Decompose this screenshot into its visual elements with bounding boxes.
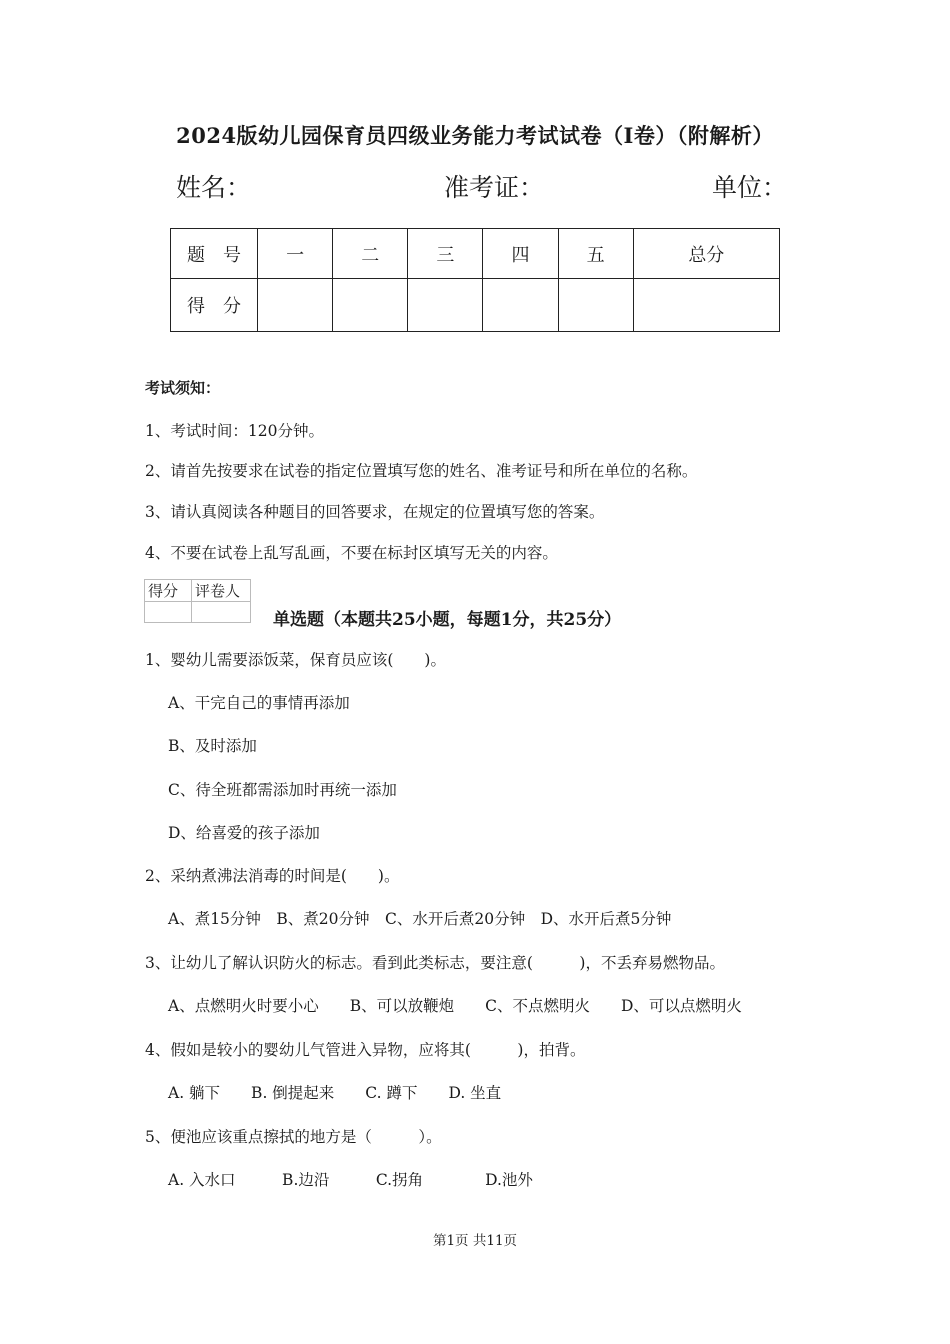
score-cell[interactable] <box>558 279 633 332</box>
question-text: 1、婴幼儿需要添饭菜，保育员应该( )。 <box>145 651 446 669</box>
score-table-header-cell: 总分 <box>633 229 779 279</box>
question-option: A. 躺下 B. 倒提起来 C. 蹲下 D. 坐直 <box>168 1084 502 1102</box>
question-text: 4、假如是较小的婴幼儿气管进入异物，应将其( )，拍背。 <box>145 1041 586 1059</box>
score-cell[interactable] <box>633 279 779 332</box>
question-text: 3、让幼儿了解认识防火的标志。看到此类标志，要注意( )，不丢弃易燃物品。 <box>145 954 725 972</box>
score-cell[interactable] <box>333 279 408 332</box>
exam-id-field-label: 准考证： <box>444 173 545 202</box>
question-option: C、待全班都需添加时再统一添加 <box>168 781 397 799</box>
question-option: A、干完自己的事情再添加 <box>168 694 350 712</box>
score-table-header-cell: 一 <box>258 229 333 279</box>
score-table <box>170 228 780 332</box>
score-cell[interactable] <box>408 279 483 332</box>
question-option: A、煮15分钟 B、煮20分钟 C、水开后煮20分钟 D、水开后煮5分钟 <box>168 910 672 928</box>
question-text: 5、便池应该重点擦拭的地方是（ ）。 <box>145 1128 442 1146</box>
score-table-header-row <box>171 229 780 279</box>
grader-box-grader-cell[interactable] <box>192 602 251 623</box>
score-cell[interactable] <box>258 279 333 332</box>
score-table-score-row <box>171 279 780 332</box>
score-table-header-cell: 题 号 <box>171 229 258 279</box>
notice-item: 3、请认真阅读各种题目的回答要求，在规定的位置填写您的答案。 <box>145 503 605 521</box>
question-option: B、及时添加 <box>168 737 257 755</box>
question-text: 2、采纳煮沸法消毒的时间是( )。 <box>145 867 400 885</box>
notice-heading: 考试须知： <box>145 379 221 397</box>
grader-box-grader-label: 评卷人 <box>192 580 251 602</box>
page-title: 2024版幼儿园保育员四级业务能力考试试卷（I卷）（附解析） <box>176 123 774 148</box>
score-table-header-cell: 三 <box>408 229 483 279</box>
name-field-label: 姓名： <box>176 173 252 202</box>
question-option: D、给喜爱的孩子添加 <box>168 824 320 842</box>
score-table-header-cell: 四 <box>483 229 558 279</box>
notice-item: 2、请首先按要求在试卷的指定位置填写您的姓名、准考证号和所在单位的名称。 <box>145 462 698 480</box>
notice-item: 4、不要在试卷上乱写乱画，不要在标封区填写无关的内容。 <box>145 544 558 562</box>
question-option: A. 入水口 B.边沿 C.拐角 D.池外 <box>168 1171 533 1189</box>
score-cell[interactable] <box>483 279 558 332</box>
question-option: A、点燃明火时要小心 B、可以放鞭炮 C、不点燃明火 D、可以点燃明火 <box>168 997 742 1015</box>
section-title: 单选题（本题共25小题，每题1分，共25分） <box>273 610 622 630</box>
page-footer: 第1页 共11页 <box>432 1233 518 1249</box>
notice-item: 1、考试时间：120分钟。 <box>145 422 324 440</box>
score-row-label: 得 分 <box>171 279 258 332</box>
score-table-header-cell: 五 <box>558 229 633 279</box>
unit-field-label: 单位： <box>712 173 788 202</box>
grader-box-score-cell[interactable] <box>145 602 192 623</box>
grader-box <box>144 579 251 623</box>
grader-box-score-label: 得分 <box>145 580 192 602</box>
score-table-header-cell: 二 <box>333 229 408 279</box>
